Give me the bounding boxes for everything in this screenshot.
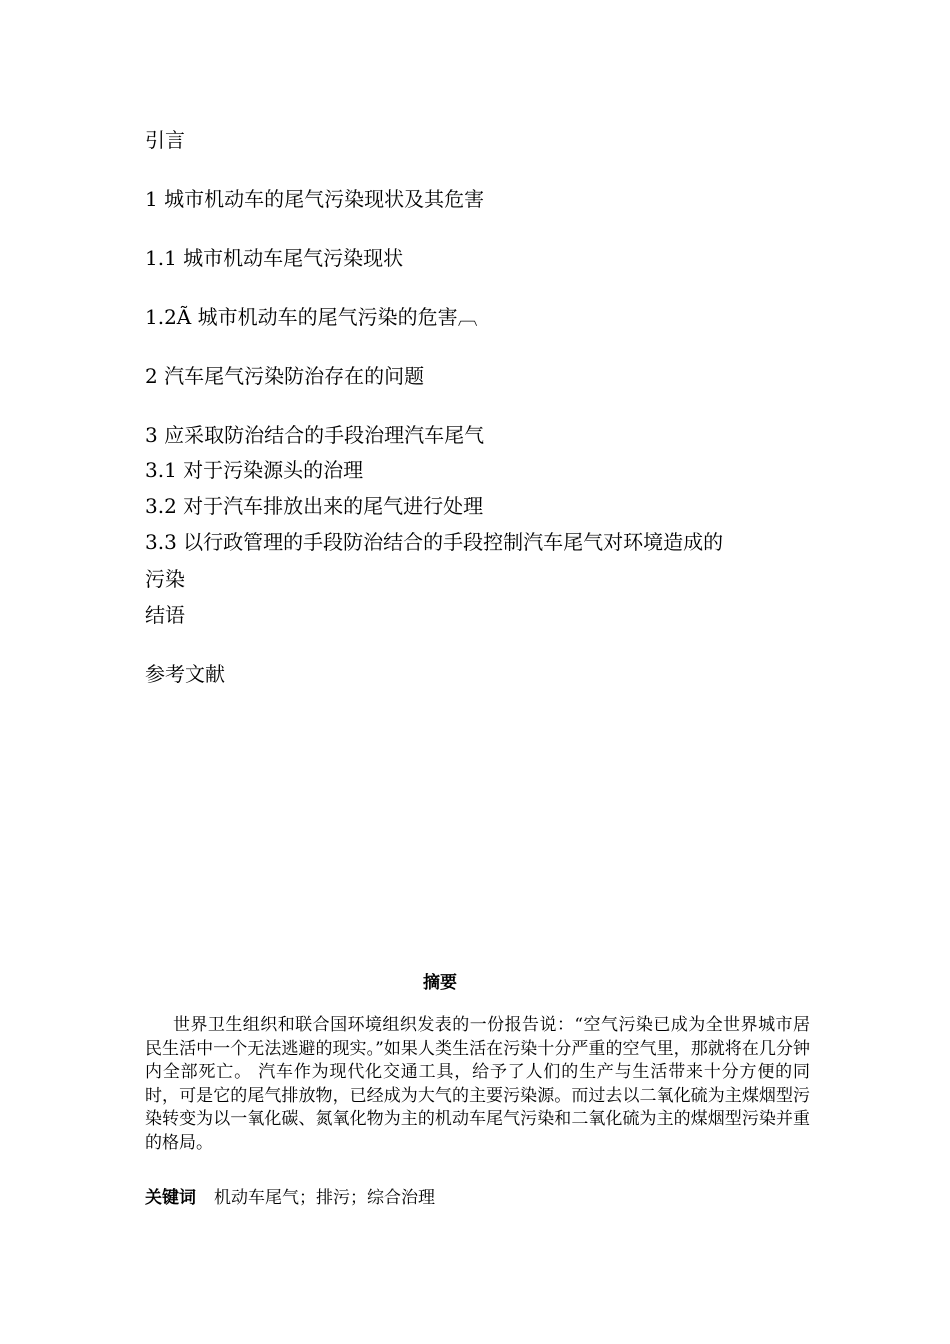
toc-item-3-3-cont: 污染 [145,567,185,591]
toc-item-1-2: 1.2Ã 城市机动车的尾气污染的危害︹ [145,305,478,329]
toc-item-1-1: 1.1 城市机动车尾气污染现状 [145,246,404,270]
toc-item-intro: 引言 [145,128,185,152]
toc-item-3-2: 3.2 对于汽车排放出来的尾气进行处理 [145,494,484,518]
toc-item-references: 参考文献 [145,662,225,686]
toc-item-2: 2 汽车尾气污染防治存在的问题 [145,364,425,388]
keywords [145,1186,435,1210]
abstract-body: 世界卫生组织和联合国环境组织发表的一份报告说：“空气污染已成为全世界城市居民生活中一个无法逃避的现实。”如果人类生活在污染十分严重的空气里，那就将在几分钟内全部死亡。 汽车作为现代化交通工具，给予了人们的生产与生活带来十分方便的同时，可是它的尾气排放物，已经成为大气的主要污染源。而过去以二氧化硫为主煤烟型污染转变为以一氧化碳、氮氧化物为主的机动车尾气污染和二氧化硫为主的煤烟型污染并重的格局。 [145,1015,810,1153]
toc-item-3: 3 应采取防治结合的手段治理汽车尾气 [145,423,485,447]
toc-item-conclusion: 结语 [145,603,185,627]
toc-item-3-3: 3.3 以行政管理的手段防治结合的手段控制汽车尾气对环境造成的 [145,530,724,554]
abstract-title: 摘要 [423,973,457,993]
keywords-label: 关键词 [145,1188,196,1208]
keywords-value: 机动车尾气；排污；综合治理 [214,1188,435,1208]
toc-item-1: 1 城市机动车的尾气污染现状及其危害 [145,187,485,211]
toc-item-3-1: 3.1 对于污染源头的治理 [145,458,364,482]
